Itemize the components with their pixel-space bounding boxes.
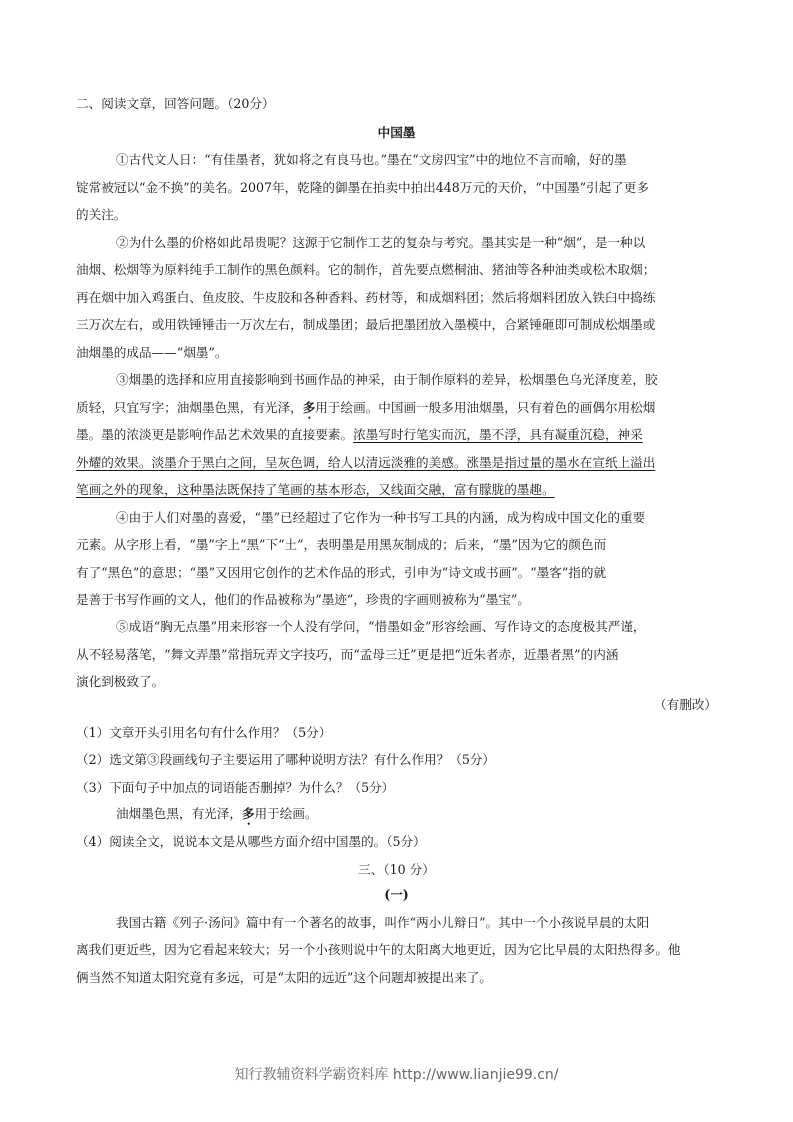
underlined-sentence-middle: 外耀的效果。淡墨介于黑白之间，呈灰色调，给人以清远淡雅的美感。涨墨是指过量的墨水在宣纸上溢出 [76, 455, 656, 470]
question-3-sentence-b: 用于绘画。 [254, 806, 318, 821]
paragraph-2-line-4: 三万次左右，或用铁锤锤击一万次左右，制成墨团；最后把墨团放入墨模中，合紧锤砸即可制成松烟墨或 [76, 317, 656, 332]
paragraph-5-line-3: 演化到极致了。 [76, 674, 165, 689]
paragraph-3-line-1: ③烟墨的选择和应用直接影响到书画作品的神采，由于制作原料的差异，松烟墨色乌光泽度差，胶 [116, 372, 658, 387]
paragraph-4-line-4: 是善于书写作画的文人，他们的作品被称为“墨迹”，珍贵的字画则被称为“墨宝”。 [76, 592, 530, 607]
section-3-heading: 三、（10 分） [358, 862, 435, 877]
question-3-sentence-a: 油烟墨色黑，有光泽， [116, 806, 242, 821]
source-note: （有删改） [654, 697, 717, 712]
question-1: （1）文章开头引用名句有什么作用？（5分） [76, 725, 332, 740]
paragraph-1-line-2: 锭常被冠以“金不换”的美名。2007年，乾隆的御墨在拍卖中拍出448万元的天价，“中国墨”引起了更多 [76, 180, 649, 195]
paragraph-3-line-2-rest: 用于绘画。中国画一般多用油烟墨，只有着色的画偶尔用松烟 [315, 400, 656, 415]
paragraph-5-line-2: 从不轻易落笔，“舞文弄墨”常指玩弄文字技巧，而“孟母三迁”更是把“近朱者赤，近墨者黑”的内涵 [76, 647, 619, 662]
underlined-sentence-end: 笔画之外的现象，这种墨法既保持了笔画的基本形态，又线面交融，富有朦胧的墨趣。 [76, 482, 555, 497]
section-3-paragraph-line-1: 我国古籍《列子·汤问》篇中有一个著名的故事，叫作“两小儿辩日”。其中一个小孩说早晨的太阳 [116, 915, 650, 930]
paragraph-5-line-1: ⑤成语“胸无点墨”用来形容一个人没有学问，“惜墨如金”形容绘画、写作诗文的态度极其严谨， [116, 619, 646, 634]
section-3-paragraph-line-2: 离我们更近些，因为它看起来较大；另一个小孩则说中午的太阳离大地更近，因为它比早晨的太阳热得多。他 [76, 942, 681, 957]
paragraph-4-line-3: 有了“黑色”的意思；“墨”又因用它创作的艺术作品的形式，引申为“诗文或书画”。“墨客”指的就 [76, 565, 607, 580]
section-2-heading: 二、阅读文章，回答问题。（20分） [76, 96, 275, 111]
paragraph-2-line-2: 油烟、松烟等为原料纯手工制作的黑色颜料。它的制作，首先要点燃桐油、猪油等各种油类或松木取烟； [76, 262, 656, 277]
paragraph-2-line-5: 油烟墨的成品——“烟墨”。 [76, 345, 228, 360]
paragraph-2-line-1: ②为什么墨的价格如此昂贵呢？这源于它制作工艺的复杂与考究。墨其实是一种“烟”，是一种以 [116, 235, 646, 250]
question-3-sentence [116, 806, 318, 828]
paragraph-3-line-2 [76, 400, 655, 422]
dotted-word: 多 [302, 400, 316, 415]
paragraph-4-line-1: ④由于人们对墨的喜爱，“墨”已经超过了它作为一种书写工具的内涵，成为构成中国文化的重要 [116, 510, 646, 525]
question-2: （2）选文第③段画线句子主要运用了哪种说明方法？有什么作用？（5分） [76, 752, 496, 767]
footer-watermark: 知行教辅资料学霸资料库 http://www.lianjie99.cn/ [234, 1067, 559, 1083]
paragraph-3-line-3-text: 墨。墨的浓淡更是影响作品艺术效果的直接要素。 [76, 427, 354, 442]
paragraph-1-line-1: ①古代文人日：“有佳墨者，犹如将之有良马也。”墨在“文房四宝”中的地位不言而喻，好的墨 [116, 152, 627, 167]
section-3-paragraph-line-3: 俩当然不知道太阳究竟有多远，可是“太阳的远近”这个问题却被提出来了。 [76, 970, 492, 985]
article-title: 中国墨 [377, 125, 416, 140]
paragraph-3-line-2-text: 质轻，只宜写字；油烟墨色黑，有光泽， [76, 400, 303, 415]
paragraph-2-line-3: 再在烟中加入鸡蛋白、鱼皮胶、牛皮胶和各种香料、药材等，和成烟料团；然后将烟料团放入铁臼中捣练 [76, 290, 656, 305]
question-4: （4）阅读全文，说说本文是从哪些方面介绍中国墨的。（5分） [76, 834, 426, 849]
question-3-dotted-word: 多 [241, 806, 255, 821]
question-3: （3）下面句子中加点的词语能否删掉？为什么？（5分） [76, 780, 395, 795]
section-3-subheading: (一) [384, 887, 409, 902]
underlined-sentence-start: 浓墨写时行笔实而沉，墨不浮，具有凝重沉稳，神采 [353, 427, 643, 442]
paragraph-1-line-3: 的关注。 [76, 207, 127, 222]
paragraph-4-line-2: 元素。从字形上看，“墨”字上“黑”下“土”，表明墨是用黑灰制成的；后来，“墨”因为它的颜色而 [76, 537, 607, 552]
paragraph-3-line-3 [76, 427, 643, 443]
